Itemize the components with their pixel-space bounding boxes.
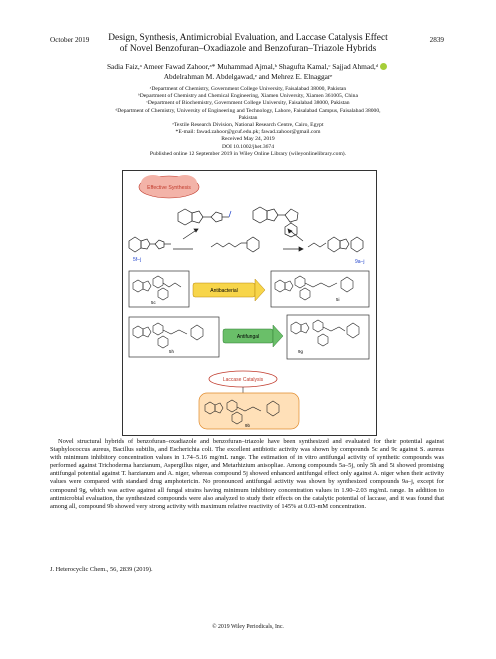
- abstract-text: Novel structural hybrids of benzofuran–oxadiazole and benzofuran–triazole have been synthesized and evaluated for their potential against Staphylococcus aureus, Bacillus subtilis, and Escherichia coli. The excellent antibiotic activity was shown by compounds 5c and 9c against S. aureus with minimum inhibitory concentration values in 1.74–5.16 mg/mL range. The estimation of in vitro antifungal activity of synthetic compounds was performed against Trichoderma harzianum, Aspergillus niger, and Metarhizium anisopliae. Among compounds 5a–5j, only 5h and 5i showed promising antifungal potential against T. harzianum and A. niger, whereas compound 5j showed enhanced antifungal effect only against A. niger when their activity values were compared with standard drug amphotericin. No pronounced antifungal activity was shown by synthesized compounds 9a–j, except for compound 9g, which was active against all fungal strains having minimum inhibitory concentration values in 1.90–2.03 mg/mL range. In addition to antimicrobial evaluation, the synthesized compounds were also analyzed to study their effects on the catalytic potential of laccase, and it was found that among all, compound 9b showed very strong activity with maximum relative reactivity of 145% at 0.03-mM concentration.: [50, 438, 444, 510]
- received-date: Received May 24, 2019: [221, 136, 275, 143]
- affiliations: [60, 86, 436, 158]
- structure-5h: [133, 323, 203, 348]
- doi[interactable]: DOI 10.1002/jhet.3674: [221, 143, 275, 150]
- structure-5c-right: [275, 276, 353, 300]
- label-9g: 9g: [298, 349, 303, 354]
- copyright: © 2019 Wiley Periodicals, Inc.: [212, 624, 284, 630]
- affiliation-b: ᵇDepartment of Chemistry and Chemical Engineering, Xiamen University, Xiamen 361005, China: [138, 93, 358, 100]
- article-title: [0, 33, 496, 54]
- page-number: 2839: [429, 36, 444, 44]
- effective-synthesis-label: Effective Synthesis: [147, 185, 191, 191]
- title-line-2: of Novel Benzofuran–Oxadiazole and Benzofuran–Triazole Hybrids: [119, 43, 377, 54]
- antifungal-label: Antifungal: [236, 334, 260, 340]
- header-date: October 2019: [50, 36, 90, 44]
- label-5h: 5h: [169, 349, 174, 354]
- title-line-1: Design, Synthesis, Antimicrobial Evaluation, and Laccase Catalysis Effect: [108, 33, 388, 43]
- label-9a-j: 9a–j: [355, 259, 365, 265]
- structure-9g: [291, 320, 359, 346]
- authors-line-1: [0, 62, 496, 72]
- laccase-label: Laccase Catalysis: [222, 377, 264, 383]
- abstract: [50, 438, 444, 511]
- effective-synthesis-cloud: [139, 175, 199, 198]
- affiliation-c: ᶜDepartment of Biochemistry, Government College University, Faisalabad 38000, Pakistan: [146, 100, 350, 107]
- orcid-icon[interactable]: [380, 63, 387, 70]
- author-list: [0, 62, 496, 82]
- label-5i: 5i: [336, 297, 340, 302]
- authors-line-2: Abdelrahman M. Abdelgawad,ᵉ and Mehrez E. Elnaggarᵉ: [163, 71, 333, 81]
- oxadiazole-scaffold: [178, 209, 231, 225]
- affiliation-d: ᵈDepartment of Chemistry, University of Engineering and Technology, Lahore, Faisalabad Campus, Faisalabad 38000,: [115, 107, 381, 114]
- label-5c-left: 5c: [151, 300, 156, 305]
- graphical-abstract: [122, 170, 377, 436]
- reaction-arrows: [173, 229, 303, 251]
- box-5h: [129, 317, 219, 357]
- affiliation-d-cont: Pakistan: [238, 114, 258, 121]
- linker-structure: [211, 237, 259, 252]
- affiliation-e: ᵉTextile Research Division, National Research Centre, Cairo, Egypt: [172, 122, 324, 129]
- authors-line-1-text: Sadia Faiz,ᵃ Ameer Fawad Zahoor,ᵃ* Muhammad Ajmal,ᵇ Shagufta Kamal,ᶜ Sajjad Ahmad,ᵈ: [106, 62, 379, 71]
- graphical-abstract-svg: [123, 171, 376, 435]
- compound-5f-j-structure: [129, 237, 171, 252]
- compound-9a-j-structure: [308, 237, 363, 252]
- label-5f-j: 5f–j: [133, 257, 142, 263]
- published-online: Published online 12 September 2019 in Wiley Online Library (wileyonlinelibrary.com).: [149, 150, 347, 157]
- email-line[interactable]: *E-mail: fawad.zahoor@gcuf.edu.pk; fawad.zahoor@gmail.com: [175, 129, 321, 136]
- triazole-scaffold: [253, 207, 298, 237]
- structure-5c: [133, 276, 181, 300]
- affiliation-a: ᵃDepartment of Chemistry, Government College University, Faisalabad 38000, Pakistan: [149, 86, 347, 92]
- antibacterial-label: Antibacterial: [210, 288, 238, 294]
- citation: J. Heterocyclic Chem., 56, 2839 (2019).: [50, 566, 153, 573]
- label-9b: 9b: [245, 423, 250, 428]
